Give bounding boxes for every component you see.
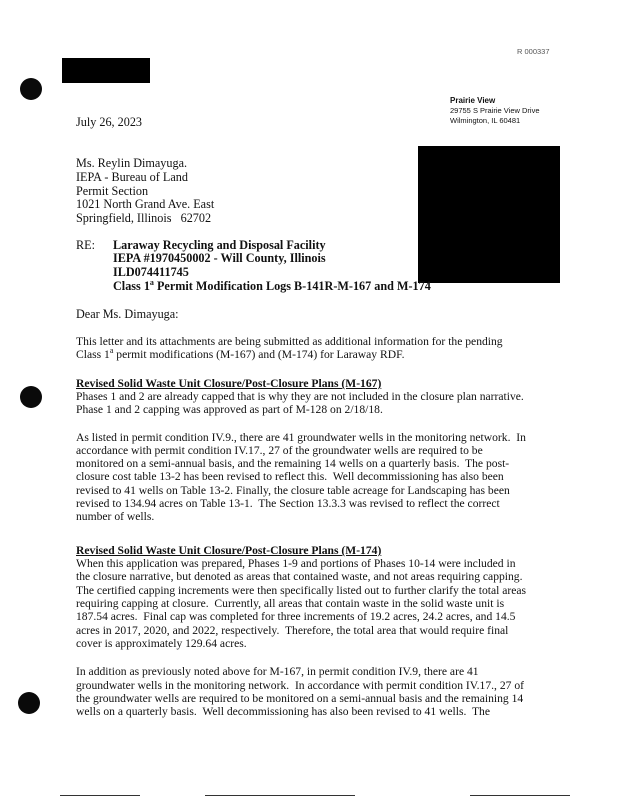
re-permit-mod [113, 279, 431, 293]
recipient-section: Permit Section [76, 184, 149, 198]
s1-p2-line: closure cost table 13-2 has been revised to reflect this. Well decommissioning has also been [76, 470, 504, 483]
s1-p2-line: accordance with permit condition IV.17., 27 of the groundwater wells are required to be [76, 444, 483, 457]
re-class: Class 1 [113, 279, 150, 293]
s2-p1-line: requiring capping at closure. Currently, all areas that contain waste in the solid waste unit is [76, 597, 505, 610]
re-iepa-id: IEPA #1970450002 - Will County, Illinois [113, 251, 326, 265]
recipient-name: Ms. Reylin Dimayuga. [76, 156, 188, 170]
re-class-sup: a [149, 277, 154, 287]
redaction-logo [62, 58, 150, 83]
section-heading-m174: Revised Solid Waste Unit Closure/Post-Closure Plans (M-174) [76, 544, 382, 557]
intro-line-2 [76, 348, 405, 361]
s1-p2-line: revised to 134.94 acres on Table 13-1. The Section 13.3.3 was revised to reflect the correct [76, 497, 500, 510]
s1-p2-line: As listed in permit condition IV.9., there are 41 groundwater wells in the monitoring network. In [76, 431, 526, 444]
salutation: Dear Ms. Dimayuga: [76, 307, 179, 321]
letter-date: July 26, 2023 [76, 115, 143, 129]
recipient-street: 1021 North Grand Ave. East [76, 197, 215, 211]
s2-p1-line: 187.54 acres. Final cap was completed for three increments of 19.2 acres, 24.2 acres, and 14.5 [76, 610, 516, 623]
s2-p1-line: the closure narrative, but denoted as areas that contained waste, and not areas requiring capping. [76, 570, 523, 583]
sender-city: Wilmington, IL 60481 [450, 116, 521, 125]
recipient-city: Springfield, Illinois 62702 [76, 211, 212, 225]
hole-punch-top [20, 78, 42, 100]
intro-class: Class 1 [76, 348, 110, 361]
s2-p2-line: groundwater wells in the monitoring network. In accordance with permit condition IV.17., 27 of [76, 679, 524, 692]
scan-edge-mark [205, 795, 355, 796]
scan-edge-mark [470, 795, 570, 796]
s1-p2-line: number of wells. [76, 510, 155, 523]
bates-number: R 000337 [517, 47, 550, 56]
s2-p2-line: wells on a quarterly basis. Well decommissioning has also been revised to 41 wells. The [76, 705, 491, 718]
s1-p2-line: monitored on a semi-annual basis, and the remaining 14 wells on a quarterly basis. The post- [76, 457, 510, 470]
s2-p2-line: the groundwater wells are required to be monitored on a semi-annual basis and the remaining 14 [76, 692, 524, 705]
re-facility: Laraway Recycling and Disposal Facility [113, 238, 326, 252]
redaction-block [418, 146, 560, 283]
s2-p2-line: In addition as previously noted above for M-167, in permit condition IV.9, there are 41 [76, 665, 479, 678]
sender-street: 29755 S Prairie View Drive [450, 106, 540, 115]
section-heading-m167: Revised Solid Waste Unit Closure/Post-Closure Plans (M-167) [76, 377, 382, 390]
intro-line-1: This letter and its attachments are being submitted as additional information for the pending [76, 335, 503, 348]
s1-p1-line: Phase 1 and 2 capping was approved as part of M-128 on 2/18/18. [76, 403, 383, 416]
s1-p1-line: Phases 1 and 2 are already capped that is why they are not included in the closure plan narrative. [76, 390, 524, 403]
hole-punch-middle [20, 386, 42, 408]
recipient-agency: IEPA - Bureau of Land [76, 170, 188, 184]
sender-name: Prairie View [450, 96, 496, 105]
s1-p2-line: revised to 41 wells on Table 13-2. Finally, the closure table acreage for Landscaping has been [76, 484, 510, 497]
s2-p1-line: acres in 2017, 2020, and 2022, respectively. Therefore, the total area that would require final [76, 624, 509, 637]
intro-class-sup: a [109, 346, 114, 356]
s2-p1-line: When this application was prepared, Phases 1-9 and portions of Phases 10-14 were included in [76, 557, 516, 570]
re-ild-id: ILD074411745 [113, 265, 189, 279]
intro-text: permit modifications (M-167) and (M-174) for Laraway RDF. [113, 348, 405, 361]
s2-p1-line: The certified capping increments were then specifically listed out to further clarify the total areas [76, 584, 527, 597]
scan-edge-mark [60, 795, 140, 796]
re-permit-text: Permit Modification Logs B-141R-M-167 and M-174 [153, 279, 431, 293]
re-label: RE: [76, 238, 95, 252]
hole-punch-bottom [18, 692, 40, 714]
s2-p1-line: cover is approximately 129.64 acres. [76, 637, 247, 650]
